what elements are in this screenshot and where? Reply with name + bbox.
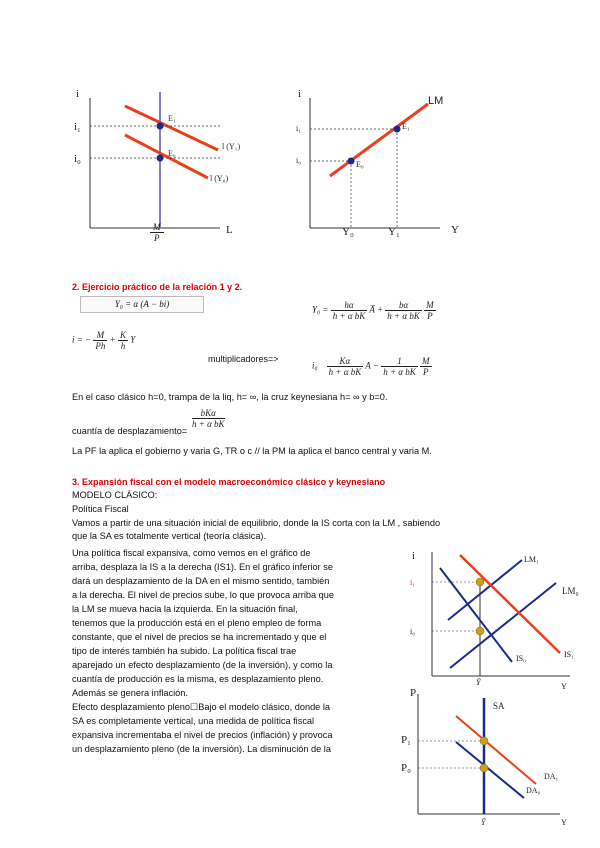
eq-y0-lhs: Y₀ = [312, 304, 329, 315]
g2-lm-label: LM [428, 95, 444, 107]
g1-demand-lower [125, 135, 208, 178]
g2-y0-label: Y₀ [342, 226, 354, 238]
g2-y1-label: Y₁ [388, 226, 400, 238]
section2-heading: 2. Ejercicio práctico de la relación 1 y 2. [72, 282, 243, 292]
g1-x-num: M [150, 222, 164, 233]
g3-i0-label: i₀ [410, 627, 416, 636]
g2-point-e1 [394, 126, 401, 133]
g3-is1-label: IS₁ [564, 650, 574, 659]
paragraph-line: cuantía de producción es la misma, es desplazamiento pleno. [72, 674, 324, 684]
g4-axis-y-label: P [410, 687, 417, 699]
eq-i-frac2: $\frac{K}{h}$ [119, 330, 126, 351]
eq-y0-frac1: $\frac{h\alpha}{\text{h + α bK}}$ [332, 300, 366, 321]
g3-axis-y-label: i [412, 550, 416, 562]
eq-i0: i₀ $\frac{K\alpha}{\text{h + α bK}}$ A − $\frac{1}{\text{h + α bK}}$ $\frac{M}{P}$ [312, 356, 430, 377]
g1-axis-x-label: L [226, 224, 233, 236]
g4-da0-label: DA₀ [526, 786, 541, 795]
paragraph-line: Además se genera inflación. [72, 688, 188, 698]
paragraph-line: Efecto desplazamiento pleno☐Bajo el modelo clásico, donde la [72, 702, 330, 712]
g3-is0-label: IS₀ [516, 654, 526, 663]
g4-ybar-label: Ȳ [481, 818, 486, 827]
eq-i: i = − $\frac{M}{Ph}$ + $\frac{K}{h}$ Y [72, 330, 136, 351]
eq-i0-frac2: $\frac{1}{\text{h + α bK}}$ [383, 356, 416, 377]
g2-i1-label: i₁ [296, 124, 302, 133]
g1-e1-label: E₁ [168, 114, 176, 123]
g1-i1-label: i₁ [74, 121, 81, 133]
g1-curve-lower-label: l (Y₀) [210, 174, 229, 183]
section3-heading: 3. Expansión fiscal con el modelo macroeconómico clásico y keynesiano [72, 477, 386, 487]
paragraph-line: un desplazamiento pleno (de la inversión). La disminución de la [72, 744, 331, 754]
caso-clasico-text: En el caso clásico h=0, trampa de la liq, h= ∞, la cruz keynesiana h= ∞ y b=0. [72, 392, 388, 402]
box-equation: Y₀ = α (A − bi) [80, 296, 204, 313]
g2-point-e0 [348, 158, 355, 165]
paragraph-line: SA es completamente vertical, una medida de política fiscal [72, 716, 315, 726]
eq-i-frac1: $\frac{M}{Ph}$ [95, 330, 106, 351]
g2-axis-x-label: Y [451, 224, 459, 236]
g1-curve-upper-label: l (Y₁) [222, 142, 241, 151]
g1-x-den: P [154, 233, 160, 243]
g4-da1-label: DA₁ [544, 772, 559, 781]
g2-axis-y-label: i [298, 88, 302, 100]
modelo-clasico: MODELO CLÁSICO: [72, 490, 158, 500]
cuantia-fraction: bKα h + α bK [192, 408, 225, 429]
paragraph-line: que la SA es totalmente vertical (teoría clásica). [72, 531, 267, 541]
cuantia-text: cuantía de desplazamiento= [72, 426, 188, 436]
paragraph-line: tenemos que la producción está en el pleno empleo de forma [72, 618, 322, 628]
g4-p1-label: P₁ [401, 734, 411, 746]
paragraph-line: Vamos a partir de una situación inicial de equilibrio, donde la IS corta con la LM , sabiendo [72, 518, 441, 528]
paragraph-line: dará un desplazamiento de la DA en el mismo sentido, también [72, 576, 330, 586]
paragraph-line: Una política fiscal expansiva, como vemos en el gráfico de [72, 548, 311, 558]
paragraph-line: la LM se mueva hacia la izquierda. En la situación final, [72, 604, 298, 614]
g1-e0-label: E₀ [168, 149, 176, 158]
g3-lm1-line [448, 560, 522, 620]
pf-text: La PF la aplica el gobierno y varia G, TR o c // la PM la aplica el banco central y varia M. [72, 446, 432, 456]
g2-e0-label: E₀ [356, 160, 364, 169]
eq-y0: Y₀ = $\frac{h\alpha}{\text{h + α bK}}$ A̅ + $\frac{b\alpha}{\text{h + α bK}}$ $\frac{M}{P}$ [312, 300, 434, 321]
eq-i0-frac1: $\frac{K\alpha}{\text{h + α bK}}$ [328, 356, 362, 377]
g2-e1-label: E₁ [402, 122, 410, 131]
g1-x-fraction [150, 222, 164, 243]
g2-lm-line [330, 104, 428, 176]
g2-i0-label: i₀ [296, 156, 302, 165]
g3-axis-x-label: Y [561, 682, 567, 691]
g1-point-e0 [157, 155, 164, 162]
g4-point-p1 [480, 737, 488, 745]
g1-point-e1 [157, 123, 164, 130]
paragraph-line: arriba, desplaza la IS a la derecha (IS1). En el gráfico inferior se [72, 562, 333, 572]
g4-da0-line [456, 742, 524, 798]
eq-y0-frac3: $\frac{M}{P}$ [426, 300, 434, 321]
g1-i0-label: i₀ [74, 153, 81, 165]
paragraph-line: tipo de interés también ha subido. La política fiscal trae [72, 646, 297, 656]
g1-axis-y-label: i [76, 88, 80, 100]
g3-point-lower [476, 627, 484, 635]
g4-sa-label: SA [493, 701, 505, 711]
g4-axis-x-label: Y [561, 818, 567, 827]
is-lm-graph [410, 550, 590, 690]
eq-i0-frac3: $\frac{M}{P}$ [422, 356, 430, 377]
g3-point-upper [476, 578, 484, 586]
paragraph-line: aparejado un efecto desplazamiento (de la inversión), y como la [72, 660, 333, 670]
eq-i0-lhs: i₀ [312, 360, 318, 371]
g4-p0-label: P₀ [401, 762, 411, 774]
multiplicadores-label: multiplicadores=> [208, 354, 279, 364]
g4-point-p0 [480, 764, 488, 772]
g3-ybar-label: Ȳ [476, 678, 481, 687]
lm-curve-graph [290, 80, 490, 270]
eq-y0-frac2: $\frac{b\alpha}{\text{h + α bK}}$ [387, 300, 420, 321]
politica-fiscal: Política Fiscal [72, 504, 129, 514]
paragraph-line: expansiva incrementaba el nivel de precios (inflación) y provoca [72, 730, 333, 740]
paragraph-line: constante, que el nivel de precios se ha incrementado y que el [72, 632, 327, 642]
g3-i1-label: i₁ [410, 578, 416, 587]
g3-lm1-label: LM₁ [524, 555, 539, 564]
eq-i-lhs: i = − [72, 334, 92, 345]
g3-lm0-label: LM₀ [562, 586, 579, 596]
paragraph-line: a la derecha. El nivel de precios sube, lo que provoca arriba que [72, 590, 335, 600]
